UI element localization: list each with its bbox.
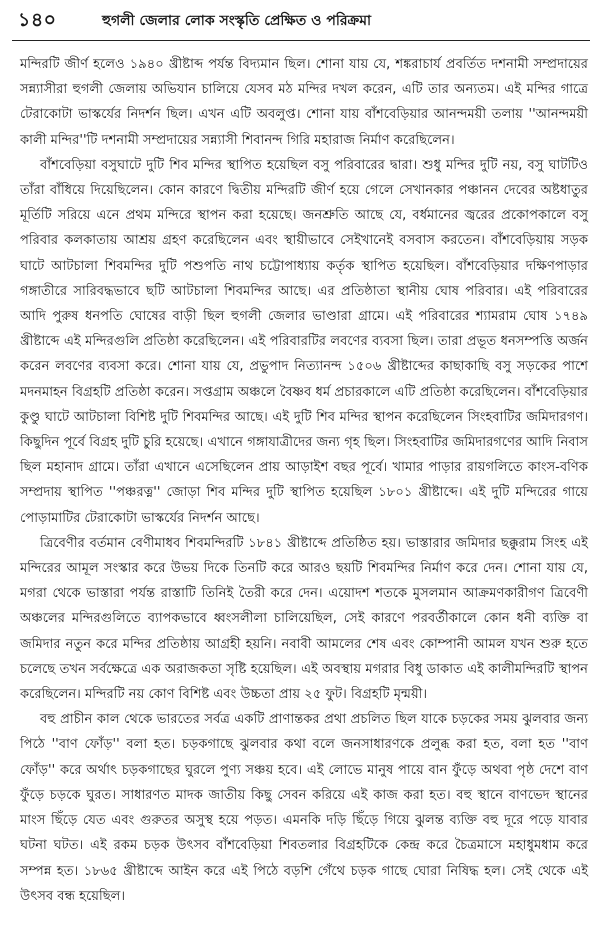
running-header [12, 0, 590, 41]
paragraph: বাঁশবেড়িয়া বসুঘাটে দুটি শিব মন্দির স্থাপিত হয়েছিল বসু পরিবারের দ্বারা। শুধু মন্দির দুটি নয়, বসু ঘাটটিও তাঁরা বাঁধিয়ে দিয়েছিলেন। কোন কারণে দ্বিতীয় মন্দিরটি জীর্ণ হয়ে গেলে সেখানকার পঞ্চানন দেবের অষ্টধাতুর মূর্তিটি সরিয়ে এনে প্রথম মন্দিরে স্থাপন করা হয়েছে। জনশ্রুতি আছে যে, বর্ধমানের জ্বরের প্রকোপকালে বসু পরিবার কলকাতায় আশ্রয় গ্রহণ করেছিলেন এবং স্থায়ীভাবে সেইখানেই বসবাস করতেন। বাঁশবেড়িয়ায় সড়ক ঘাটে আটচালা শিবমন্দির দুটি পশুপতি নাথ চট্টোপাধ্যায় কর্তৃক স্থাপিত হয়েছিল। বাঁশবেড়িয়ার দক্ষিণপাড়ার গঙ্গাতীরে সারিবদ্ধভাবে ছটি আটচালা শিবমন্দির আছে। এর প্রতিষ্ঠাতা স্থানীয় ঘোষ পরিবার। এই পরিবারের আদি পুরুষ ধনপতি ঘোষের বাড়ী ছিল হুগলী জেলার ভাণ্ডারা গ্রামে। এই পরিবারের শ্যামরাম ঘোষ ১৭৪৯ খ্রীষ্টাব্দে এই মন্দিরগুলি প্রতিষ্ঠা করেছিলেন। এই পরিবারটির লবণের ব্যবসা ছিল। তারা প্রভূত ধনসম্পত্তি অর্জন করেন লবণের ব্যবসা করে। শোনা যায় যে, প্রভুপাদ নিত্যানন্দ ১৫০৬ খ্রীষ্টাব্দের কাছাকাছি বসু সড়কের পাশে মদনমাহন বিগ্রহটি প্রতিষ্ঠা করেন। সপ্তগ্রাম অঞ্চলে বৈষ্ণব ধর্ম প্রচারকালে এটি প্রতিষ্ঠা করেছিলেন। বাঁশবেড়িয়ার কুণ্ডু ঘাটে আটচালা বিশিষ্ট দুটি শিবমন্দির আছে। এই দুটি শিব মন্দির স্থাপন করেছিলেন সিংহবাটির জমিদারগণ। কিছুদিন পূর্বে বিগ্রহ দুটি চুরি হয়েছে। এখানে গঙ্গাযাত্রীদের জন্য গৃহ ছিল। সিংহবাটির জমিদারগণের আদি নিবাস ছিল মহানাদ গ্রামে। তাঁরা এখানে এসেছিলেন প্রায় আড়াইশ বছর পূর্বে। খামার পাড়ার রায়গলিতে কাংস-বণিক সম্প্রদায় স্থাপিত ''পঞ্চরত্ন'' জোড়া শিব মন্দির দুটি স্থাপিত হয়েছিল ১৮০১ খ্রীষ্টাব্দে। এই দুটি মন্দিরের গায়ে পোড়ামাটির টেরাকোটা ভাস্কর্যের নিদর্শন আছে। [20, 157, 588, 526]
body-text [20, 52, 588, 909]
book-page [12, 0, 590, 952]
page-number: ১৪০ [18, 9, 57, 31]
paragraph: ত্রিবেণীর বর্তমান বেণীমাধব শিবমন্দিরটি ১৮৪১ খ্রীষ্টাব্দে প্রতিষ্ঠিত হয়। ভাস্তারার জমিদার ছক্কুরাম সিংহ এই মন্দিরের আমূল সংস্কার করে উভয় দিকে তিনটি করে আরও ছয়টি শিবমন্দির নির্মাণ করে দেন। শোনা যায় যে, মগরা থেকে ভাস্তারা পর্যন্ত রাস্তাটি তিনিই তৈরী করে দেন। এয়োদশ শতকে মুসলমান আক্রমণকারীগণ ত্রিবেণী অঞ্চলের মন্দিরগুলিতে ব্যাপকভাবে ধ্বংসলীলা চালিয়েছিল, সেই কারণে পরবর্তীকালে কোন ধনী ব্যক্তি বা জমিদার নতুন করে মন্দির প্রতিষ্ঠায় আগ্রহী হয়নি। নবাবী আমলের শেষ এবং কোম্পানী আমল যখন শুরু হতে চলেছে তখন সর্বক্ষেত্রে এক অরাজকতা সৃষ্টি হয়েছিল। এই অবস্থায় মগরার বিধু ডাকাত এই কালীমন্দিরটি স্থাপন করেছিলেন। মন্দিরটি নয় কোণ বিশিষ্ট এবং উচ্চতা প্রায় ২৫ ফুট। বিগ্রহটি মৃন্ময়ী। [20, 535, 588, 703]
paragraph: বহু প্রাচীন কাল থেকে ভারতের সর্বত্র একটি প্রাণান্তকর প্রথা প্রচলিত ছিল যাকে চড়কের সময় ঝুলবার জন্য পিঠে ''বাণ ফোঁড়'' বলা হত। চড়কগাছে ঝুলবার কথা বলে জনসাধারণকে প্রলুব্ধ করা হত, বলা হত ''বাণ ফোঁড়'' করে অর্থাৎ চড়কগাছের ঘুরলে পুণ্য সঞ্চয় হবে। এই লোভে মানুষ পায়ে বান ফুঁড়ে অথবা পৃষ্ঠ দেশে বাণ ফুঁড়ে চড়কে ঘুরত। সাধারণত মাদক জাতীয় কিছু সেবন করিয়ে এই কাজ করা হত। বহু স্থানে বাণভেদ স্থানের মাংস ছিঁড়ে যেত এবং গুরুতর অসুস্থ হয়ে পড়ত। এমনকি দড়ি ছিঁড়ে গিয়ে ঝুলন্ত ব্যক্তি বহু দূরে পড়ে যাবার ঘটনা ঘটত। এই রকম চড়ক উৎসব বাঁশবেড়িয়া শিবতলার বিগ্রহটিকে কেন্দ্র করে চৈত্রমাসে মহাধুমধাম করে সম্পন্ন হত। ১৮৬৫ খ্রীষ্টাব্দে আইন করে এই পিঠে বড়শি গেঁথে চড়ক গাছে ঘোরা নিষিদ্ধ হল। সেই থেকে এই উৎসব বন্ধ হয়েছিল। [20, 712, 588, 904]
paragraph: মন্দিরটি জীর্ণ হলেও ১৯৪০ খ্রীষ্টাব্দ পর্যন্ত বিদ্যমান ছিল। শোনা যায় যে, শঙ্করাচার্য প্রবর্তিত দশনামী সম্প্রদায়ের সন্ন্যাসীরা হুগলী জেলায় অভিযান চালিয়ে যেসব মঠ মন্দির দখল করেন, এটি তার অন্যতম। এই মন্দির গাত্রে টেরাকোটা ভাস্কর্যের নিদর্শন ছিল। এখন এটি অবলুপ্ত। শোনা যায় বাঁশবেড়িয়ার আনন্দময়ী তলায় ''আনন্দময়ী কালী মন্দির''টি দশনামী সম্প্রদায়ের সন্ন্যাসী শিবানন্দ গিরি মহারাজ নির্মাণ করেছিলেন। [20, 57, 588, 148]
running-title: হুগলী জেলার লোক সংস্কৃতি প্রেক্ষিত ও পরিক্রমা [102, 13, 372, 29]
